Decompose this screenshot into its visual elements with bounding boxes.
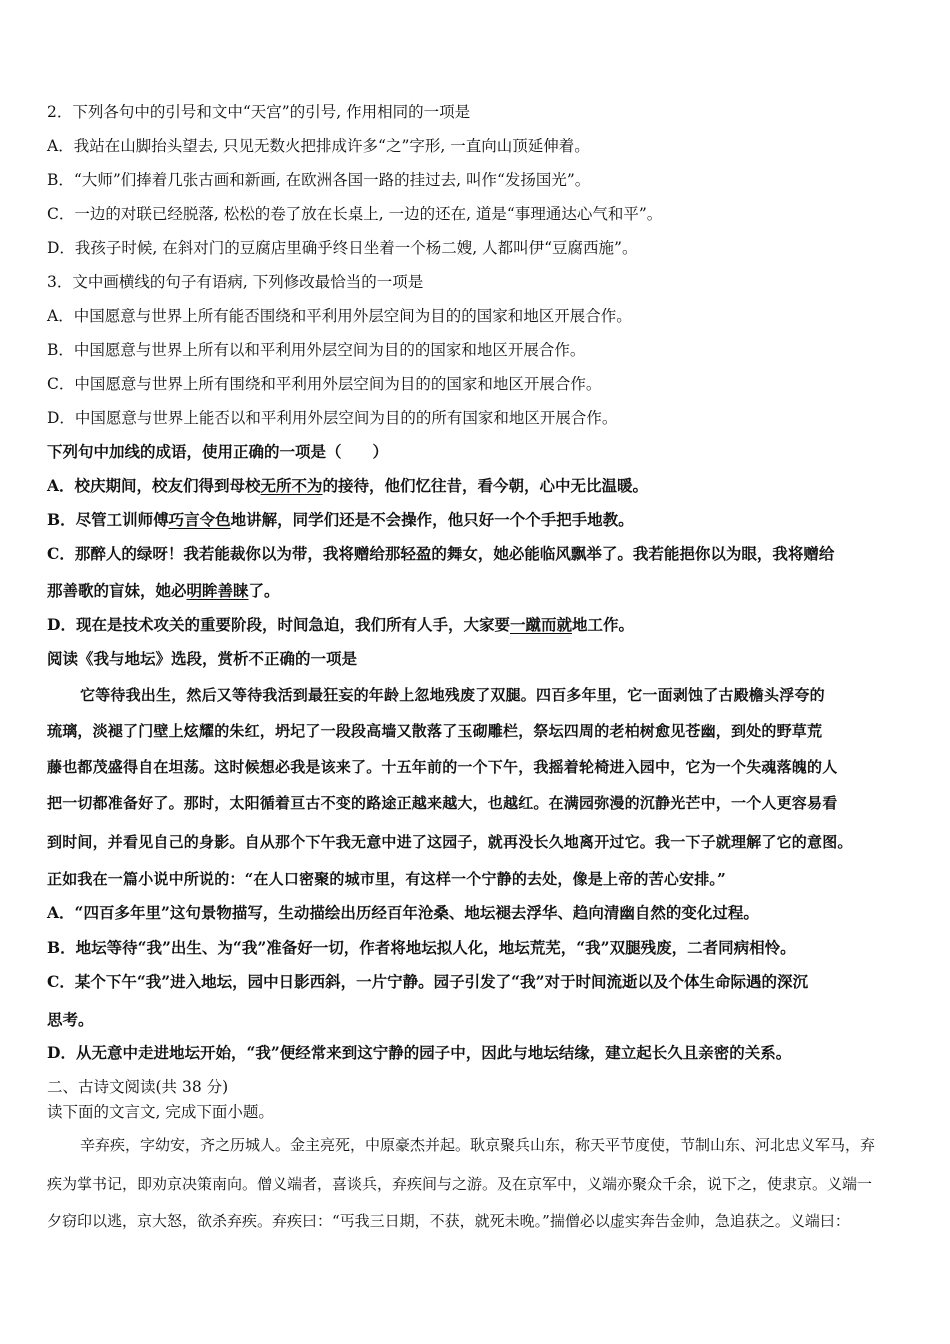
- idiom-option-a: A．校庆期间，校友们得到母校无所不为的接待，他们忆往昔，看今朝，心中无比温暖。: [47, 476, 649, 495]
- q2-option-c: C．一边的对联已经脱落, 松松的卷了放在长桌上, 一边的还在, 道是“事理通达心气和平”。: [47, 205, 663, 223]
- idiom-stem: 下列句中加线的成语，使用正确的一项是（ ）: [47, 442, 389, 461]
- q3-option-a: A．中国愿意与世界上所有能否围绕和平利用外层空间为目的的国家和地区开展合作。: [47, 307, 632, 325]
- ditan-stem: 阅读《我与地坛》选段，赏析不正确的一项是: [47, 649, 358, 668]
- ditan-option-b: B．地坛等待“我”出生、为“我”准备好一切，作者将地坛拟人化，地坛荒芜，“我”双腿残废，二者同病相怜。: [47, 938, 796, 957]
- ditan-option-d: D．从无意中走进地坛开始，“我”便经常来到这宁静的园子中，因此与地坛结缘，建立起长久且亲密的关系。: [47, 1043, 792, 1062]
- ditan-passage-line: 藤也都茂盛得自在坦荡。这时候想必我是该来了。十五年前的一个下午，我摇着轮椅进入园中，它为一个失魂落魄的人: [47, 758, 838, 776]
- q2-option-d: D．我孩子时候, 在斜对门的豆腐店里确乎终日坐着一个杨二嫂, 人都叫伊“豆腐西施”。: [47, 239, 638, 257]
- q2-stem: 2．下列各句中的引号和文中“天宫”的引号, 作用相同的一项是: [47, 103, 471, 121]
- section2-title: 二、古诗文阅读(共 38 分): [47, 1078, 229, 1096]
- ditan-passage-line: 正如我在一篇小说中所说的：“在人口密聚的城市里，有这样一个宁静的去处，像是上帝的苦心安排。”: [47, 870, 726, 888]
- ditan-option-a: A．“四百多年里”这句景物描写，生动描绘出历经百年沧桑、地坛褪去浮华、趋向清幽自然的变化过程。: [47, 903, 759, 922]
- idiom-underline-d: 一蹴而就: [509, 615, 572, 634]
- idiom-option-d: D．现在是技术攻关的重要阶段，时间急迫，我们所有人手，大家要一蹴而就地工作。: [47, 615, 634, 634]
- idiom-underline-c: 明眸善睐: [186, 581, 249, 600]
- idiom-underline-a: 无所不为: [260, 476, 323, 495]
- idiom-option-b: B．尽管工训师傅巧言令色地讲解，同学们还是不会操作，他只好一个个手把手地教。: [47, 510, 634, 529]
- q2-option-a: A．我站在山脚抬头望去, 只见无数火把排成许多“之”字形, 一直向山顶延伸着。: [47, 137, 590, 155]
- q3-option-b: B．中国愿意与世界上所有以和平利用外层空间为目的的国家和地区开展合作。: [47, 341, 586, 359]
- q3-stem: 3．文中画横线的句子有语病, 下列修改最恰当的一项是: [47, 273, 424, 291]
- idiom-option-c-line2: 那善歌的盲妹，她必明眸善睐了。: [47, 581, 280, 600]
- q3-option-d: D．中国愿意与世界上能否以和平利用外层空间为目的的所有国家和地区开展合作。: [47, 409, 618, 427]
- ditan-option-c-line2: 思考。: [47, 1010, 94, 1029]
- ditan-passage-line: 它等待我出生，然后又等待我活到最狂妄的年龄上忽地残废了双腿。四百多年里，它一面剥蚀了古殿檐头浮夸的: [80, 686, 825, 704]
- ditan-passage-line: 琉璃，淡褪了门壁上炫耀的朱红，坍圮了一段段高墙又散落了玉砌雕栏，祭坛四周的老柏树愈见苍幽，到处的野草荒: [47, 722, 823, 740]
- q3-option-c: C．中国愿意与世界上所有围绕和平利用外层空间为目的的国家和地区开展合作。: [47, 375, 602, 393]
- ditan-passage-line: 到时间，并看见自己的身影。自从那个下午我无意中进了这园子，就再没长久地离开过它。我一下子就理解了它的意图。: [47, 833, 853, 851]
- section2-instruction: 读下面的文言文, 完成下面小题。: [47, 1103, 274, 1121]
- classical-passage-line: 夕窃印以逃，京大怒，欲杀弃疾。弃疾曰：“丐我三日期，不获，就死未晚。”揣僧必以虚实奔告金帅，急追获之。义端曰：: [47, 1212, 850, 1230]
- classical-passage-line: 辛弃疾，字幼安，齐之历城人。金主亮死，中原豪杰并起。耿京聚兵山东，称天平节度使，节制山东、河北忠义军马，弃: [80, 1136, 876, 1154]
- idiom-underline-b: 巧言令色: [168, 510, 231, 529]
- classical-passage-line: 疾为掌书记，即劝京决策南向。僧义端者，喜谈兵，弃疾间与之游。及在京军中，义端亦聚众千余，说下之，使隶京。义端一: [47, 1175, 873, 1193]
- q2-option-b: B．“大师”们捧着几张古画和新画, 在欧洲各国一路的挂过去, 叫作“发扬国光”。: [47, 171, 591, 189]
- ditan-passage-line: 把一切都准备好了。那时，太阳循着亘古不变的路途正越来越大，也越红。在满园弥漫的沉静光芒中，一个人更容易看: [47, 794, 838, 812]
- ditan-option-c-line1: C．某个下午“我”进入地坛，园中日影西斜，一片宁静。园子引发了“我”对于时间流逝以及个体生命际遇的深沉: [47, 972, 809, 991]
- idiom-option-c-line1: C．那醉人的绿呀！我若能裁你以为带，我将赠给那轻盈的舞女，她必能临风飘举了。我若能挹你以为眼，我将赠给: [47, 544, 835, 563]
